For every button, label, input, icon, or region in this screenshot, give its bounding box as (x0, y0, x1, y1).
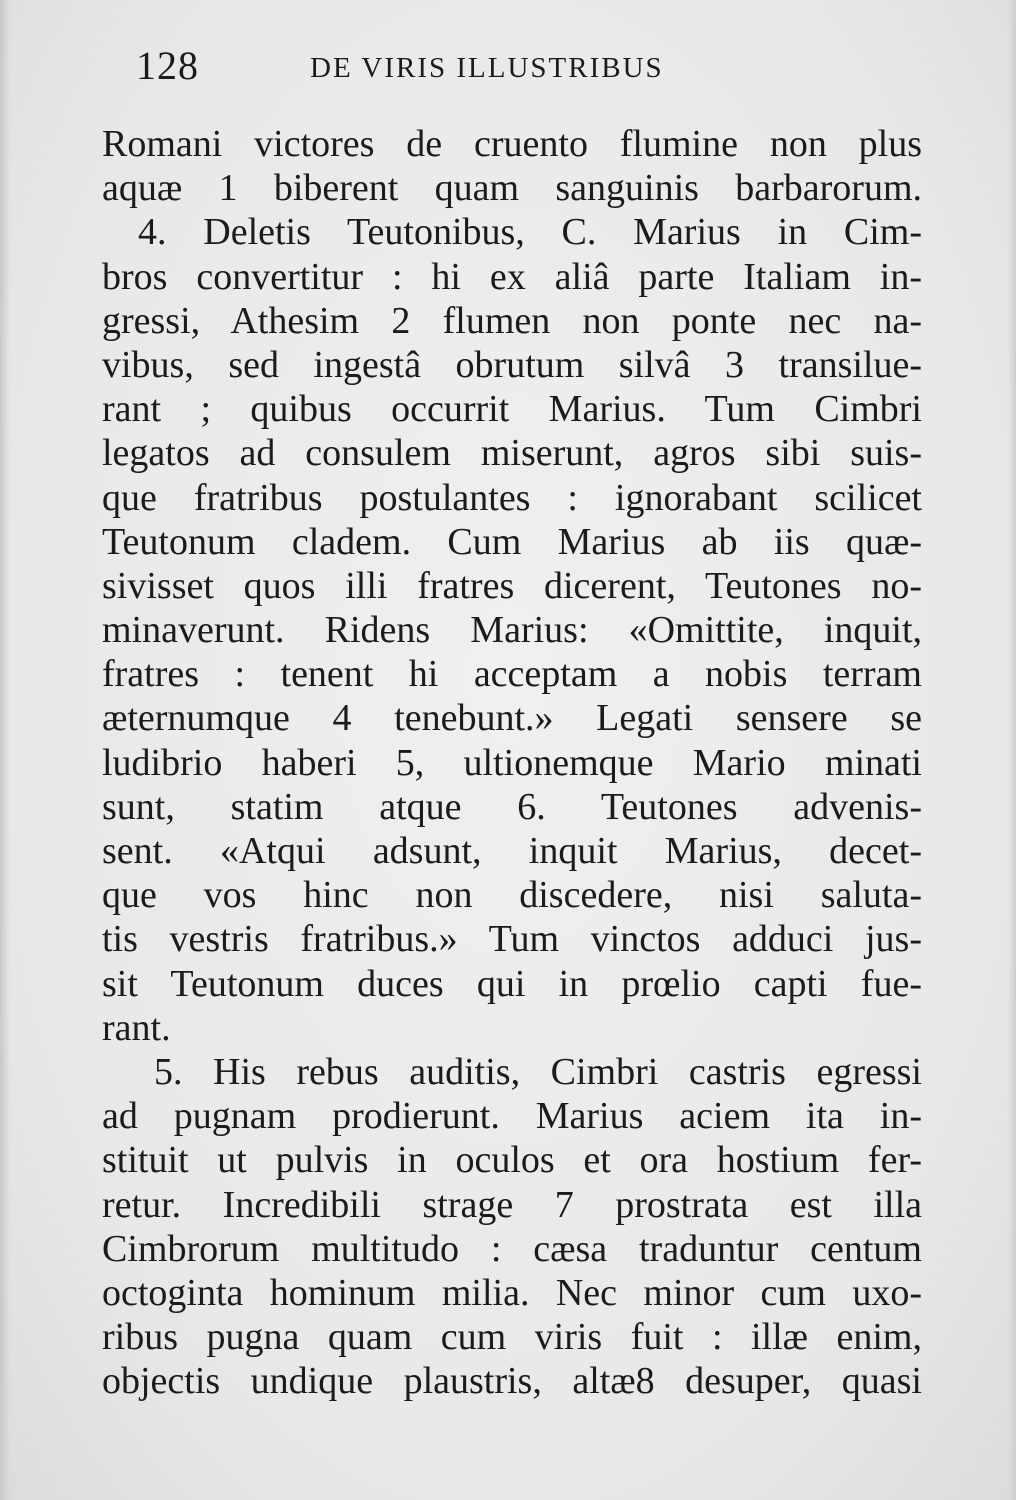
text-line: ludibrio haberi 5, ultionemque Mario minati (102, 741, 922, 784)
page-left-edge-shadow (0, 0, 10, 1500)
page-right-edge-shadow (1008, 0, 1016, 1500)
text-line: Romani victores de cruento flumine non plus (102, 123, 922, 165)
text-line: legatos ad consulem miserunt, agros sibi suis- (102, 432, 922, 475)
text-line: que fratribus postulantes : ignorabant scilicet (102, 476, 922, 519)
text-line: sent. «Atqui adsunt, inquit Marius, decet- (102, 830, 922, 872)
body-text (102, 122, 922, 1402)
text-line: Teutonum cladem. Cum Marius ab iis quæ- (102, 520, 922, 563)
text-line: objectis undique plaustris, altæ8 desuper, quasi (102, 1360, 922, 1403)
text-line: fratres : tenent hi acceptam a nobis terram (102, 653, 922, 696)
text-line: aquæ 1 biberent quam sanguinis barbarorum. (102, 167, 922, 210)
text-line: octoginta hominum milia. Nec minor cum uxo- (102, 1271, 922, 1314)
text-line: stituit ut pulvis in oculos et ora hostium fer- (102, 1139, 922, 1182)
text-line: vibus, sed ingestâ obrutum silvâ 3 transilue- (102, 343, 922, 386)
text-line: que vos hinc non discedere, nisi saluta- (102, 874, 922, 917)
text-line: æternumque 4 tenebunt.» Legati sensere se (102, 697, 922, 740)
text-line: Cimbrorum multitudo : cæsa traduntur centum (102, 1227, 922, 1270)
text-line: 5. His rebus auditis, Cimbri castris egressi (154, 1050, 922, 1093)
text-line: 4. Deletis Teutonibus, C. Marius in Cim- (138, 211, 922, 254)
text-line: ad pugnam prodierunt. Marius aciem ita in- (102, 1095, 922, 1138)
text-line: bros convertitur : hi ex aliâ parte Italiam in- (102, 255, 922, 298)
text-line: gressi, Athesim 2 flumen non ponte nec na- (102, 299, 922, 342)
text-line: minaverunt. Ridens Marius: «Omittite, inquit, (102, 609, 922, 652)
text-line: sit Teutonum duces qui in prœlio capti fue- (102, 962, 922, 1005)
text-line: rant ; quibus occurrit Marius. Tum Cimbri (102, 388, 922, 431)
text-line: retur. Incredibili strage 7 prostrata est illa (102, 1183, 922, 1226)
running-title: DE VIRIS ILLUSTRIBUS (310, 52, 664, 84)
text-line: ribus pugna quam cum viris fuit : illæ enim, (102, 1316, 922, 1359)
text-line: rant. (102, 1006, 171, 1049)
text-line: sunt, statim atque 6. Teutones advenis- (102, 785, 922, 828)
page-number: 128 (136, 43, 199, 88)
text-line: tis vestris fratribus.» Tum vinctos adduci jus- (102, 918, 922, 961)
text-line: sivisset quos illi fratres dicerent, Teutones no- (102, 564, 922, 607)
page-header (136, 44, 916, 88)
